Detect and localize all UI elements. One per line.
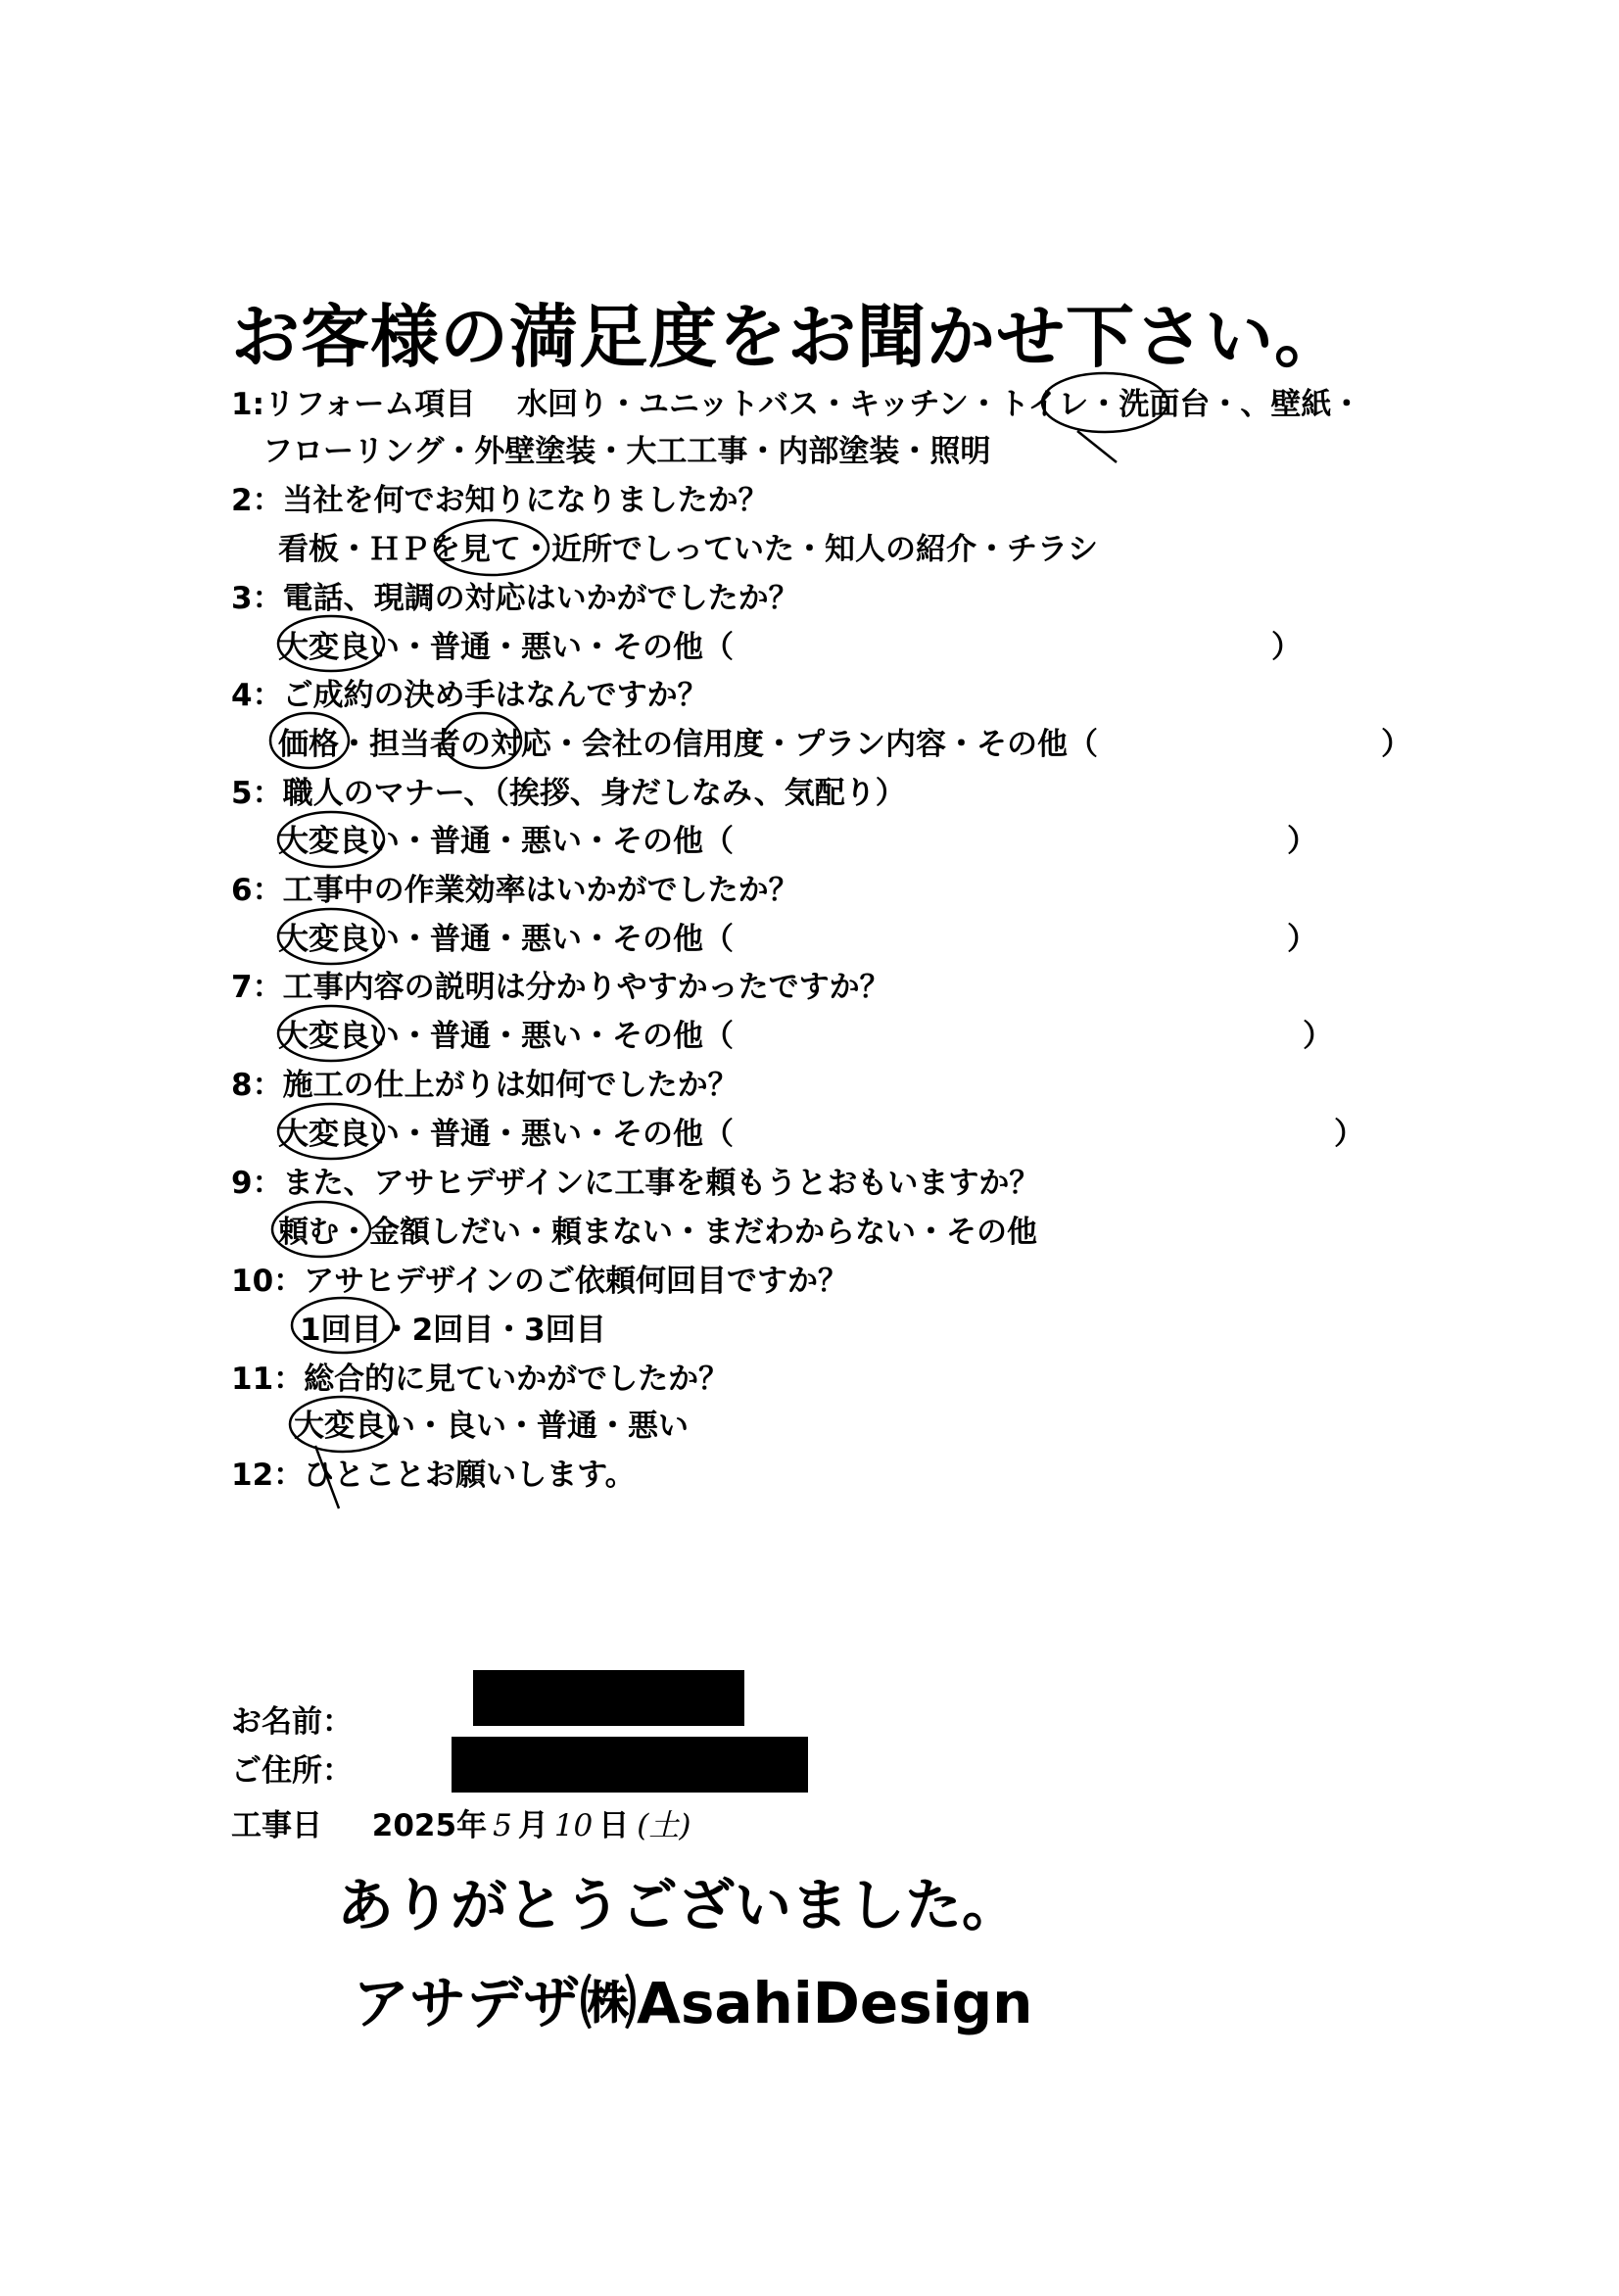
question-label: 工事中の作業効率はいかがでしたか？ [282,873,799,908]
question-number: 7： [231,970,283,1005]
question-6-options: 大変良い・普通・悪い・その他（ [278,922,734,957]
company-name: アサデザ㈱AsahiDesign [353,1970,1033,2036]
date-day-unit: 日 [598,1808,630,1843]
question-5-options: 大変良い・普通・悪い・その他（ [278,824,734,859]
address-redaction [452,1737,808,1793]
date-month-unit: 月 [517,1808,548,1843]
mark-q1-toilet-tail [1077,431,1117,462]
question-10-options: 1回目・2回目・3回目 [300,1313,606,1348]
page-title: お客様の満足度をお聞かせ下さい。 [231,297,1344,377]
question-number: 3： [231,581,283,616]
question-7-close: ） [1303,1019,1333,1054]
question-label: 電話、現調の対応はいかがでしたか？ [282,581,799,616]
question-4-options: 価格・担当者の対応・会社の信用度・プラン内容・その他（ [278,727,1098,762]
thank-you-message: ありがとうございました。 [337,1872,1020,1938]
question-5-close: ） [1287,824,1317,859]
question-number: 9： [231,1166,283,1201]
question-number: 1: [231,387,264,422]
question-5 [231,774,906,813]
question-3-options: 大変良い・普通・悪い・その他（ [278,630,734,665]
name-redaction [473,1670,744,1726]
question-7-options: 大変良い・普通・悪い・その他（ [278,1019,734,1054]
date-year: 2025年 [371,1808,488,1843]
question-12 [231,1456,636,1495]
question-label: リフォーム項目 [263,387,476,422]
question-9-options: 頼む・金額しだい・頼まない・まだわからない・その他 [278,1215,1037,1250]
question-number: 4： [231,678,283,713]
question-4-close: ） [1381,727,1411,762]
question-label: ひとことお願いします。 [304,1458,636,1493]
question-8 [231,1066,738,1105]
question-number: 2： [231,483,283,518]
date-label: 工事日 [231,1808,322,1843]
question-11-options: 大変良い・良い・普通・悪い [294,1409,689,1444]
question-1 [231,385,475,424]
question-label: アサヒデザインのご依頼何回目ですか？ [304,1264,848,1299]
question-3 [231,579,799,618]
question-label: 当社を何でお知りになりましたか？ [282,483,769,518]
question-4 [231,676,708,715]
question-1-options-b: フローリング・外壁塗装・大工工事・内部塗装・照明 [262,434,991,469]
date-weekday-handwritten: (土) [637,1808,691,1843]
question-8-close: ） [1334,1117,1364,1152]
question-number: 12： [231,1458,305,1493]
question-number: 6： [231,873,283,908]
question-6-close: ） [1287,922,1317,957]
question-number: 10： [231,1264,305,1299]
date-month-handwritten: 5 [493,1808,512,1843]
name-label: お名前： [231,1704,353,1740]
question-number: 8： [231,1068,283,1103]
date-day-handwritten: 10 [553,1808,594,1843]
question-number: 11： [231,1362,305,1397]
question-label: 職人のマナー、（挨拶、身だしなみ、気配り） [282,776,906,811]
question-label: 施工の仕上がりは如何でしたか？ [282,1068,738,1103]
construction-date [231,1800,690,1844]
question-7 [231,968,890,1007]
question-label: 工事内容の説明は分かりやすかったですか？ [282,970,890,1005]
question-2-options: 看板・ＨＰを見て・近所でしっていた・知人の紹介・チラシ [278,532,1098,567]
question-label: ご成約の決め手はなんですか？ [282,678,708,713]
question-number: 5： [231,776,283,811]
question-10 [231,1262,848,1301]
question-9 [231,1164,1039,1203]
address-label: ご住所： [231,1753,353,1789]
question-6 [231,871,799,910]
question-11 [231,1360,729,1399]
question-2 [231,481,769,520]
question-label: また、アサヒデザインに工事を頼もうとおもいますか？ [282,1166,1040,1201]
question-label: 総合的に見ていかがでしたか？ [304,1362,730,1397]
question-8-options: 大変良い・普通・悪い・その他（ [278,1117,734,1152]
question-3-close: ） [1271,630,1302,665]
question-1-options-a: 水回り・ユニットバス・キッチン・トイレ・洗面台・、壁紙・ [517,387,1362,422]
